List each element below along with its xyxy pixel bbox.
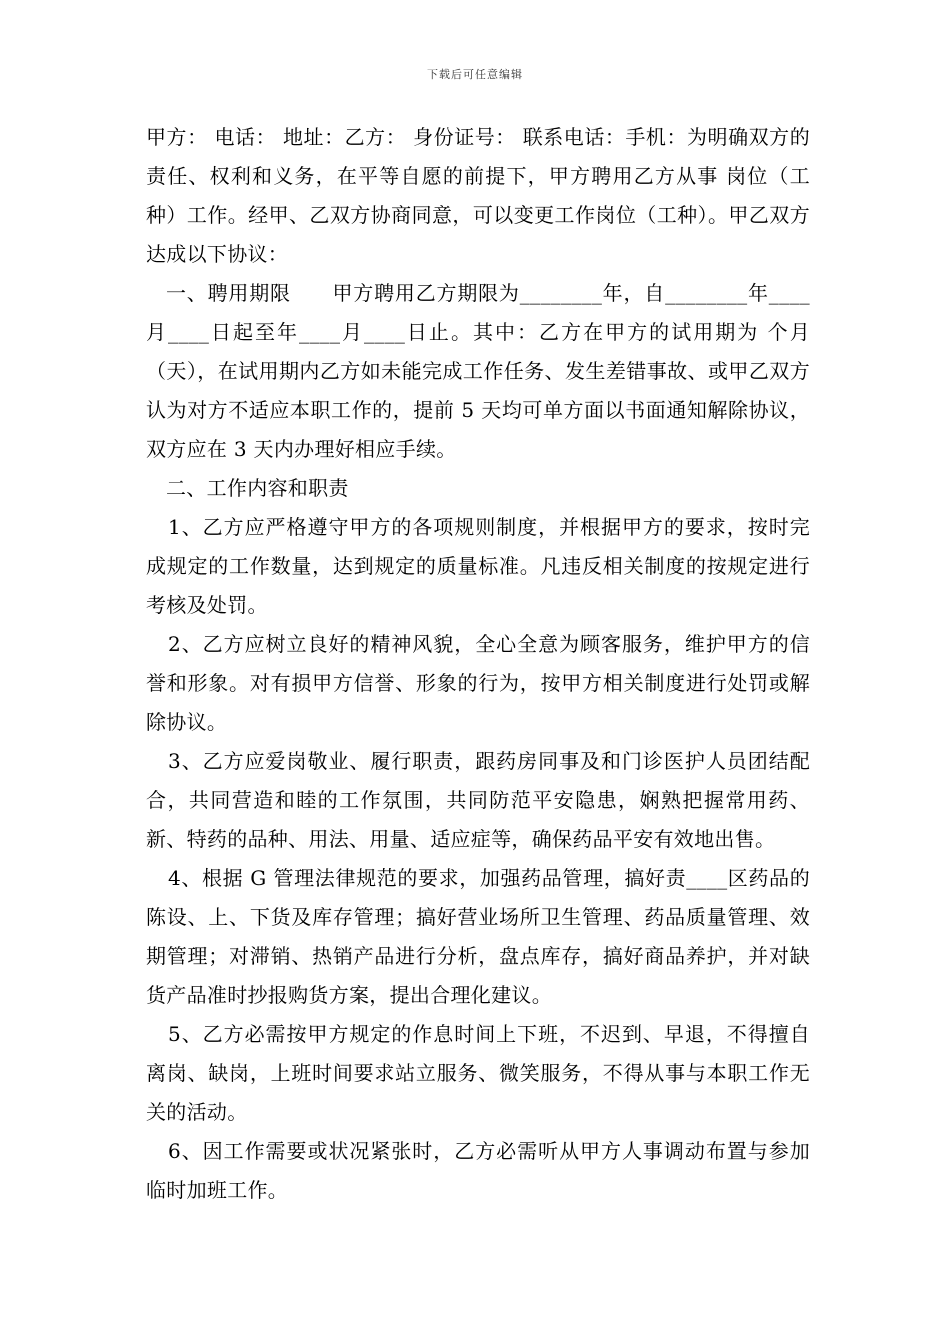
section-heading-duties: 二、工作内容和职责 xyxy=(166,476,349,500)
paragraph-duty-1: 1、乙方应严格遵守甲方的各项规则制度，并根据甲方的要求，按时完成规定的工作数量，达到规定的质量标准。凡违反相关制度的按规定进行考核及处罚。 xyxy=(146,515,810,617)
paragraph-duty-2: 2、乙方应树立良好的精神风貌，全心全意为顾客服务，维护甲方的信誉和形象。对有损甲方信誉、形象的行为，按甲方相关制度进行处罚或解除协议。 xyxy=(146,632,810,734)
document-body xyxy=(146,118,810,1210)
paragraph-duty-6: 6、因工作需要或状况紧张时，乙方必需听从甲方人事调动布置与参加临时加班工作。 xyxy=(146,1139,810,1202)
paragraph-term: 一、聘用期限 甲方聘用乙方期限为________年，自________年____月____日起至年____月____日止。其中：乙方在甲方的试用期为 个月（天），在试用期内乙方如未能完成工作任务、发生差错事故、或甲乙双方认为对方不适应本职工作的，提前 5 天均可单方面以书面通知解除协议，双方应在 3 天内办理好相应手续。 xyxy=(146,281,810,461)
paragraph-duty-4: 4、根据 G 管理法律规范的要求，加强药品管理，搞好责____区药品的陈设、上、下货及库存管理；搞好营业场所卫生管理、药品质量管理、效期管理；对滞销、热销产品进行分析，盘点库存，搞好商品养护，并对缺货产品准时抄报购货方案，提出合理化建议。 xyxy=(146,866,810,1007)
paragraph-duty-3: 3、乙方应爱岗敬业、履行职责，跟药房同事及和门诊医护人员团结配合，共同营造和睦的工作氛围，共同防范平安隐患，娴熟把握常用药、新、特药的品种、用法、用量、适应症等，确保药品平安有效地出售。 xyxy=(146,749,810,851)
page-header: 下载后可任意编辑 xyxy=(427,68,523,81)
paragraph-intro: 甲方： 电话： 地址：乙方： 身份证号： 联系电话：手机：为明确双方的责任、权利和义务，在平等自愿的前提下，甲方聘用乙方从事 岗位（工种）工作。经甲、乙双方协商同意，可以变更工作岗位（工种）。甲乙双方达成以下协议： xyxy=(146,125,810,266)
paragraph-duty-5: 5、乙方必需按甲方规定的作息时间上下班，不迟到、早退，不得擅自离岗、缺岗，上班时间要求站立服务、微笑服务，不得从事与本职工作无关的活动。 xyxy=(146,1022,810,1124)
